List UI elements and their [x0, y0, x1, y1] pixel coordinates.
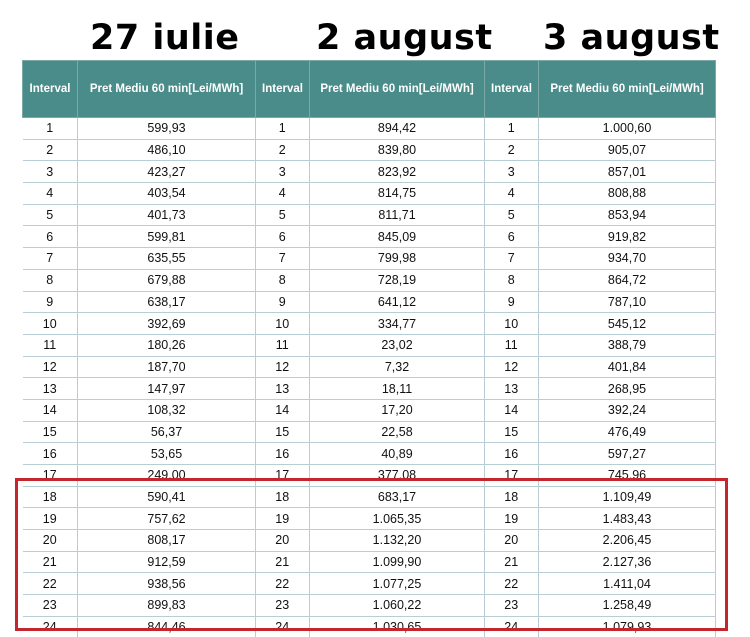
interval-cell: 22 — [23, 573, 78, 595]
interval-cell: 4 — [23, 183, 78, 205]
table-row — [23, 183, 256, 205]
interval-cell: 3 — [256, 161, 310, 183]
price-cell: 899,83 — [78, 595, 256, 617]
price-cell: 787,10 — [539, 291, 716, 313]
interval-cell: 12 — [256, 356, 310, 378]
price-table-27-iulie — [22, 60, 256, 637]
table-row — [256, 399, 485, 421]
interval-cell: 14 — [256, 399, 310, 421]
table-row — [485, 530, 716, 552]
interval-cell: 6 — [23, 226, 78, 248]
table-row — [485, 486, 716, 508]
interval-cell: 19 — [23, 508, 78, 530]
interval-cell: 5 — [23, 204, 78, 226]
table-row — [485, 269, 716, 291]
interval-cell: 9 — [23, 291, 78, 313]
table-row — [485, 139, 716, 161]
price-cell: 641,12 — [310, 291, 485, 313]
table-row — [485, 334, 716, 356]
price-cell: 53,65 — [78, 443, 256, 465]
interval-cell: 20 — [256, 530, 310, 552]
table-row — [23, 508, 256, 530]
interval-cell: 24 — [485, 616, 539, 637]
price-cell: 728,19 — [310, 269, 485, 291]
interval-cell: 11 — [256, 334, 310, 356]
price-cell: 745,96 — [539, 465, 716, 487]
interval-cell: 12 — [23, 356, 78, 378]
interval-cell: 22 — [256, 573, 310, 595]
day-title-2-august: 2 august — [316, 18, 493, 58]
price-cell: 808,88 — [539, 183, 716, 205]
interval-cell: 14 — [485, 399, 539, 421]
price-cell: 864,72 — [539, 269, 716, 291]
table-row — [256, 443, 485, 465]
table-row — [485, 616, 716, 637]
table-row — [485, 508, 716, 530]
price-cell: 403,54 — [78, 183, 256, 205]
table-row — [485, 226, 716, 248]
interval-cell: 5 — [485, 204, 539, 226]
table-row — [256, 334, 485, 356]
interval-cell: 10 — [256, 313, 310, 335]
price-cell: 590,41 — [78, 486, 256, 508]
price-cell: 1.077,25 — [310, 573, 485, 595]
price-cell: 401,84 — [539, 356, 716, 378]
price-cell: 1.132,20 — [310, 530, 485, 552]
table-row — [485, 161, 716, 183]
table-row — [256, 551, 485, 573]
table-row — [485, 573, 716, 595]
table-row — [256, 269, 485, 291]
interval-cell: 18 — [23, 486, 78, 508]
price-cell: 757,62 — [78, 508, 256, 530]
price-cell: 1.483,43 — [539, 508, 716, 530]
table-row — [485, 465, 716, 487]
price-cell: 2.127,36 — [539, 551, 716, 573]
table-row — [23, 465, 256, 487]
interval-cell: 1 — [485, 118, 539, 140]
table-row — [485, 313, 716, 335]
interval-cell: 17 — [485, 465, 539, 487]
interval-cell: 18 — [256, 486, 310, 508]
table-row — [485, 595, 716, 617]
price-cell: 934,70 — [539, 248, 716, 270]
table-row — [23, 118, 256, 140]
table-row — [256, 118, 485, 140]
interval-cell: 23 — [23, 595, 78, 617]
interval-cell: 11 — [23, 334, 78, 356]
table-row — [23, 573, 256, 595]
interval-cell: 24 — [23, 616, 78, 637]
price-cell: 905,07 — [539, 139, 716, 161]
price-cell: 1.109,49 — [539, 486, 716, 508]
price-cell: 1.065,35 — [310, 508, 485, 530]
table-row — [485, 378, 716, 400]
table-row — [256, 356, 485, 378]
price-cell: 599,81 — [78, 226, 256, 248]
table-row — [23, 356, 256, 378]
table-row — [23, 616, 256, 637]
price-cell: 845,09 — [310, 226, 485, 248]
interval-cell: 5 — [256, 204, 310, 226]
price-cell: 2.206,45 — [539, 530, 716, 552]
table-row — [23, 291, 256, 313]
price-cell: 1.030,65 — [310, 616, 485, 637]
interval-cell: 15 — [485, 421, 539, 443]
table-row — [485, 551, 716, 573]
table-row — [23, 595, 256, 617]
table-row — [23, 226, 256, 248]
interval-cell: 10 — [485, 313, 539, 335]
table-row — [256, 248, 485, 270]
interval-cell: 8 — [256, 269, 310, 291]
price-cell: 919,82 — [539, 226, 716, 248]
table-row — [256, 378, 485, 400]
table-row — [23, 248, 256, 270]
table-row — [256, 313, 485, 335]
table-row — [256, 183, 485, 205]
interval-cell: 2 — [256, 139, 310, 161]
table-row — [256, 530, 485, 552]
price-cell: 40,89 — [310, 443, 485, 465]
interval-cell: 7 — [256, 248, 310, 270]
price-header: Pret Mediu 60 min[Lei/MWh] — [310, 61, 485, 118]
interval-cell: 23 — [256, 595, 310, 617]
interval-cell: 20 — [23, 530, 78, 552]
price-cell: 23,02 — [310, 334, 485, 356]
table-row — [485, 248, 716, 270]
table-row — [23, 334, 256, 356]
table-row — [256, 204, 485, 226]
table-row — [23, 399, 256, 421]
price-table-2-august — [255, 60, 485, 637]
interval-cell: 23 — [485, 595, 539, 617]
interval-cell: 17 — [256, 465, 310, 487]
price-cell: 486,10 — [78, 139, 256, 161]
table-row — [485, 204, 716, 226]
interval-cell: 16 — [485, 443, 539, 465]
price-cell: 392,24 — [539, 399, 716, 421]
table-row — [256, 465, 485, 487]
table-row — [23, 139, 256, 161]
interval-cell: 12 — [485, 356, 539, 378]
interval-header: Interval — [23, 61, 78, 118]
interval-cell: 6 — [256, 226, 310, 248]
table-row — [23, 204, 256, 226]
table-row — [23, 530, 256, 552]
price-cell: 377,08 — [310, 465, 485, 487]
table-row — [485, 443, 716, 465]
interval-cell: 16 — [256, 443, 310, 465]
interval-cell: 7 — [23, 248, 78, 270]
table-row — [256, 139, 485, 161]
interval-cell: 8 — [23, 269, 78, 291]
interval-cell: 6 — [485, 226, 539, 248]
table-row — [23, 161, 256, 183]
price-cell: 180,26 — [78, 334, 256, 356]
interval-cell: 1 — [23, 118, 78, 140]
price-cell: 814,75 — [310, 183, 485, 205]
interval-cell: 1 — [256, 118, 310, 140]
interval-header: Interval — [485, 61, 539, 118]
table-row — [485, 118, 716, 140]
interval-cell: 9 — [256, 291, 310, 313]
interval-cell: 18 — [485, 486, 539, 508]
table-row — [485, 421, 716, 443]
interval-cell: 15 — [256, 421, 310, 443]
price-cell: 1.258,49 — [539, 595, 716, 617]
interval-cell: 20 — [485, 530, 539, 552]
price-cell: 423,27 — [78, 161, 256, 183]
price-cell: 811,71 — [310, 204, 485, 226]
table-row — [485, 399, 716, 421]
interval-cell: 2 — [23, 139, 78, 161]
price-cell: 56,37 — [78, 421, 256, 443]
table-row — [485, 183, 716, 205]
table-row — [256, 421, 485, 443]
table-row — [256, 595, 485, 617]
interval-cell: 15 — [23, 421, 78, 443]
table-row — [256, 486, 485, 508]
table-row — [485, 356, 716, 378]
table-row — [23, 443, 256, 465]
price-cell: 683,17 — [310, 486, 485, 508]
price-cell: 1.000,60 — [539, 118, 716, 140]
price-cell: 597,27 — [539, 443, 716, 465]
interval-cell: 3 — [485, 161, 539, 183]
price-cell: 545,12 — [539, 313, 716, 335]
interval-header: Interval — [256, 61, 310, 118]
interval-cell: 21 — [256, 551, 310, 573]
price-cell: 388,79 — [539, 334, 716, 356]
interval-cell: 21 — [485, 551, 539, 573]
interval-cell: 24 — [256, 616, 310, 637]
interval-cell: 21 — [23, 551, 78, 573]
table-row — [23, 551, 256, 573]
interval-cell: 13 — [485, 378, 539, 400]
interval-cell: 10 — [23, 313, 78, 335]
table-row — [256, 291, 485, 313]
interval-cell: 8 — [485, 269, 539, 291]
price-header: Pret Mediu 60 min[Lei/MWh] — [78, 61, 256, 118]
price-cell: 853,94 — [539, 204, 716, 226]
price-header: Pret Mediu 60 min[Lei/MWh] — [539, 61, 716, 118]
interval-cell: 9 — [485, 291, 539, 313]
price-cell: 392,69 — [78, 313, 256, 335]
price-cell: 1.079,93 — [539, 616, 716, 637]
price-cell: 599,93 — [78, 118, 256, 140]
price-cell: 334,77 — [310, 313, 485, 335]
interval-cell: 22 — [485, 573, 539, 595]
interval-cell: 7 — [485, 248, 539, 270]
price-cell: 938,56 — [78, 573, 256, 595]
price-cell: 1.060,22 — [310, 595, 485, 617]
table-row — [256, 573, 485, 595]
table-row — [256, 226, 485, 248]
interval-cell: 4 — [485, 183, 539, 205]
interval-cell: 3 — [23, 161, 78, 183]
price-table-3-august — [484, 60, 716, 637]
price-cell: 108,32 — [78, 399, 256, 421]
table-row — [485, 291, 716, 313]
table-row — [256, 508, 485, 530]
price-cell: 1.099,90 — [310, 551, 485, 573]
price-cell: 22,58 — [310, 421, 485, 443]
interval-cell: 11 — [485, 334, 539, 356]
price-cell: 401,73 — [78, 204, 256, 226]
interval-cell: 2 — [485, 139, 539, 161]
table-row — [256, 616, 485, 637]
table-row — [23, 269, 256, 291]
price-cell: 844,46 — [78, 616, 256, 637]
price-cell: 799,98 — [310, 248, 485, 270]
price-cell: 268,95 — [539, 378, 716, 400]
table-row — [23, 421, 256, 443]
price-cell: 857,01 — [539, 161, 716, 183]
interval-cell: 13 — [256, 378, 310, 400]
interval-cell: 17 — [23, 465, 78, 487]
price-cell: 912,59 — [78, 551, 256, 573]
price-cell: 7,32 — [310, 356, 485, 378]
table-row — [23, 378, 256, 400]
table-row — [23, 313, 256, 335]
price-cell: 808,17 — [78, 530, 256, 552]
table-row — [23, 486, 256, 508]
interval-cell: 14 — [23, 399, 78, 421]
interval-cell: 19 — [256, 508, 310, 530]
price-cell: 823,92 — [310, 161, 485, 183]
interval-cell: 19 — [485, 508, 539, 530]
price-cell: 679,88 — [78, 269, 256, 291]
price-cell: 18,11 — [310, 378, 485, 400]
interval-cell: 16 — [23, 443, 78, 465]
day-title-27-iulie: 27 iulie — [90, 18, 240, 58]
price-cell: 147,97 — [78, 378, 256, 400]
interval-cell: 4 — [256, 183, 310, 205]
price-cell: 894,42 — [310, 118, 485, 140]
price-cell: 839,80 — [310, 139, 485, 161]
price-cell: 476,49 — [539, 421, 716, 443]
interval-cell: 13 — [23, 378, 78, 400]
price-cell: 638,17 — [78, 291, 256, 313]
price-cell: 249,00 — [78, 465, 256, 487]
price-cell: 17,20 — [310, 399, 485, 421]
table-row — [256, 161, 485, 183]
price-cell: 1.411,04 — [539, 573, 716, 595]
price-cell: 635,55 — [78, 248, 256, 270]
price-cell: 187,70 — [78, 356, 256, 378]
day-title-3-august: 3 august — [543, 18, 720, 58]
